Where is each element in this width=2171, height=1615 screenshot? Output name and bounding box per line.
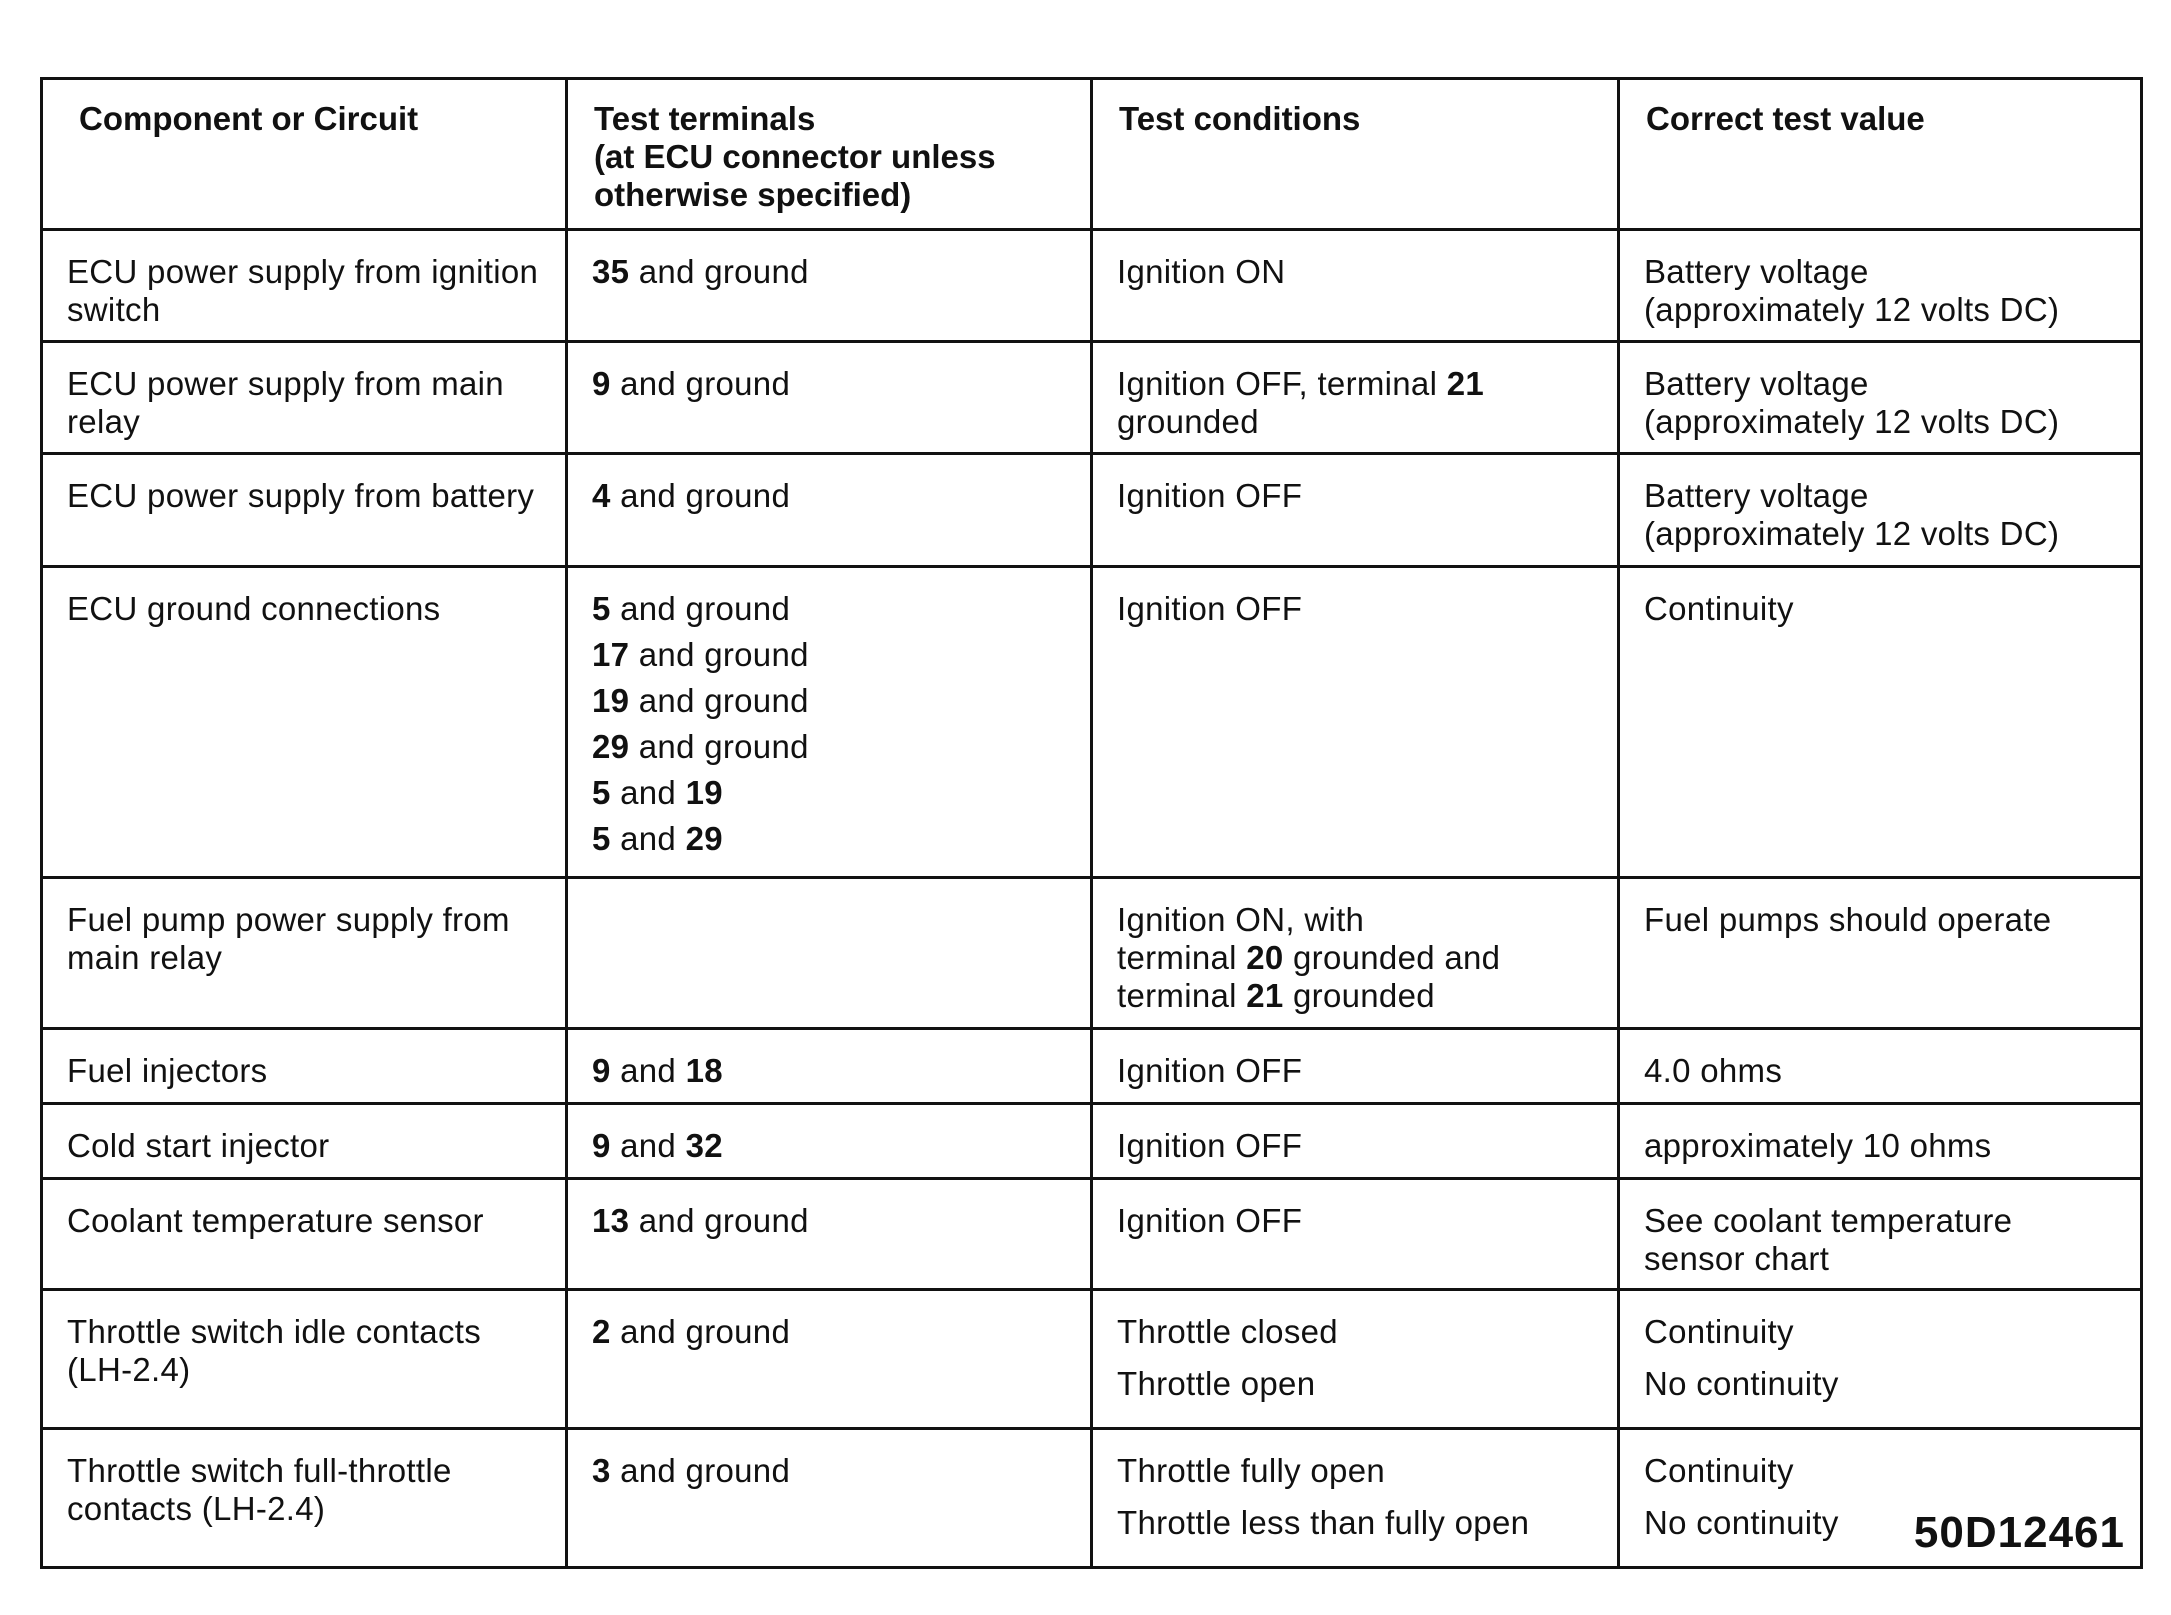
terminals-line: 9 and ground	[592, 365, 791, 402]
conditions-cell	[1092, 1029, 1619, 1104]
table-row	[42, 230, 2142, 342]
value-cell	[1619, 454, 2142, 567]
component-cell: ECU ground connections	[42, 567, 567, 878]
terminal-number: 21	[1446, 365, 1484, 402]
terminal-number: 35	[592, 253, 630, 290]
component-cell: Cold start injector	[42, 1104, 567, 1179]
terminal-number: 13	[592, 1202, 630, 1239]
conditions-line: Throttle open	[1117, 1365, 1316, 1402]
table-row	[42, 1029, 2142, 1104]
conditions-line: Ignition ON	[1117, 253, 1286, 290]
conditions-cell	[1092, 1290, 1619, 1429]
terminals-cell	[567, 1029, 1092, 1104]
table-row	[42, 1179, 2142, 1290]
terminal-number: 29	[592, 728, 630, 765]
component-cell: Coolant temperature sensor	[42, 1179, 567, 1290]
terminals-line: 19 and ground	[592, 682, 809, 719]
value-line: 4.0 ohms	[1644, 1052, 1783, 1089]
value-line: Battery voltage	[1644, 253, 1869, 290]
conditions-line: Throttle closed	[1117, 1313, 1338, 1350]
conditions-cell	[1092, 230, 1619, 342]
value-cell	[1619, 1029, 2142, 1104]
conditions-cell	[1092, 567, 1619, 878]
conditions-line: Throttle fully open	[1117, 1452, 1386, 1489]
component-cell: Fuel injectors	[42, 1029, 567, 1104]
header-component: Component or Circuit	[42, 79, 567, 230]
conditions-line: Ignition ON, with	[1117, 901, 1365, 938]
conditions-cell	[1092, 1104, 1619, 1179]
conditions-line: terminal 20 grounded and	[1117, 939, 1501, 976]
component-cell: ECU power supply from battery	[42, 454, 567, 567]
table-row	[42, 567, 2142, 878]
value-line: Continuity	[1644, 590, 1794, 627]
header-row	[42, 79, 2142, 230]
conditions-cell	[1092, 1179, 1619, 1290]
terminal-number: 5	[592, 590, 611, 627]
terminal-number: 19	[685, 774, 723, 811]
terminals-cell	[567, 1104, 1092, 1179]
value-line: Continuity	[1644, 1313, 1794, 1350]
component-cell: ECU power supply from ignition switch	[42, 230, 567, 342]
terminal-number: 2	[592, 1313, 611, 1350]
terminal-number: 5	[592, 820, 611, 857]
conditions-line: Ignition OFF, terminal 21 grounded	[1117, 365, 1484, 440]
component-cell: ECU power supply from main relay	[42, 342, 567, 454]
conditions-cell	[1092, 454, 1619, 567]
component-cell: Throttle switch idle contacts (LH-2.4)	[42, 1290, 567, 1429]
value-line: Battery voltage	[1644, 477, 1869, 514]
value-line: No continuity	[1644, 1504, 1839, 1541]
terminals-cell	[567, 567, 1092, 878]
terminal-number: 3	[592, 1452, 611, 1489]
terminals-cell	[567, 878, 1092, 1029]
header-test-terminals	[567, 79, 1092, 230]
terminals-line: 29 and ground	[592, 728, 809, 765]
terminal-number: 29	[685, 820, 723, 857]
value-cell	[1619, 878, 2142, 1029]
value-cell	[1619, 1104, 2142, 1179]
value-line: (approximately 12 volts DC)	[1644, 403, 2060, 440]
conditions-line: Ignition OFF	[1117, 1127, 1303, 1164]
terminals-cell	[567, 1290, 1092, 1429]
conditions-line: Ignition OFF	[1117, 1052, 1303, 1089]
value-line: Fuel pumps should operate	[1644, 901, 2052, 938]
header-terminals-text: Test terminals (at ECU connector unless otherwise specified)	[594, 100, 996, 213]
value-cell	[1619, 342, 2142, 454]
terminal-number: 21	[1246, 977, 1284, 1014]
figure-id: 50D12461	[1913, 1508, 2125, 1557]
conditions-line: terminal 21 grounded	[1117, 977, 1435, 1014]
terminals-line: 3 and ground	[592, 1452, 791, 1489]
table-row	[42, 1429, 2142, 1568]
table-row	[42, 1104, 2142, 1179]
header-correct-value: Correct test value	[1619, 79, 2142, 230]
terminal-number: 5	[592, 774, 611, 811]
value-line: (approximately 12 volts DC)	[1644, 291, 2060, 328]
terminals-line: 5 and ground	[592, 590, 791, 627]
terminal-number: 17	[592, 636, 630, 673]
conditions-line: Ignition OFF	[1117, 1202, 1303, 1239]
terminals-line: 13 and ground	[592, 1202, 809, 1239]
conditions-cell	[1092, 1429, 1619, 1568]
terminal-number: 32	[685, 1127, 723, 1164]
terminals-cell	[567, 1429, 1092, 1568]
table-row	[42, 878, 2142, 1029]
terminals-line: 5 and 19	[592, 774, 723, 811]
terminals-cell	[567, 342, 1092, 454]
terminals-cell	[567, 1179, 1092, 1290]
value-line: No continuity	[1644, 1365, 1839, 1402]
value-line: (approximately 12 volts DC)	[1644, 515, 2060, 552]
terminals-cell	[567, 230, 1092, 342]
terminals-line: 17 and ground	[592, 636, 809, 673]
terminals-line: 35 and ground	[592, 253, 809, 290]
value-line: Continuity	[1644, 1452, 1794, 1489]
terminal-number: 19	[592, 682, 630, 719]
terminal-number: 4	[592, 477, 611, 514]
terminals-line: 5 and 29	[592, 820, 723, 857]
value-line: See coolant temperature sensor chart	[1644, 1202, 2013, 1277]
conditions-cell	[1092, 342, 1619, 454]
header-test-conditions: Test conditions	[1092, 79, 1619, 230]
conditions-cell	[1092, 878, 1619, 1029]
terminals-line: 9 and 18	[592, 1052, 723, 1089]
conditions-line: Ignition OFF	[1117, 590, 1303, 627]
terminal-number: 18	[685, 1052, 723, 1089]
component-cell: Fuel pump power supply from main relay	[42, 878, 567, 1029]
value-line: Battery voltage	[1644, 365, 1869, 402]
conditions-line: Throttle less than fully open	[1117, 1504, 1530, 1541]
terminal-number: 9	[592, 1052, 611, 1089]
terminals-cell	[567, 454, 1092, 567]
terminals-line: 2 and ground	[592, 1313, 791, 1350]
table-row	[42, 454, 2142, 567]
value-cell	[1619, 1179, 2142, 1290]
terminal-number: 9	[592, 1127, 611, 1164]
component-cell: Throttle switch full-throttle contacts (LH-2.4)	[42, 1429, 567, 1568]
table-row	[42, 1290, 2142, 1429]
value-cell	[1619, 567, 2142, 878]
table-row	[42, 342, 2142, 454]
terminal-number: 20	[1246, 939, 1284, 976]
value-cell	[1619, 230, 2142, 342]
conditions-line: Ignition OFF	[1117, 477, 1303, 514]
value-line: approximately 10 ohms	[1644, 1127, 1992, 1164]
terminals-line: 4 and ground	[592, 477, 791, 514]
terminal-number: 9	[592, 365, 611, 402]
value-cell	[1619, 1290, 2142, 1429]
terminals-line: 9 and 32	[592, 1127, 723, 1164]
ecu-test-table	[40, 77, 2143, 1569]
